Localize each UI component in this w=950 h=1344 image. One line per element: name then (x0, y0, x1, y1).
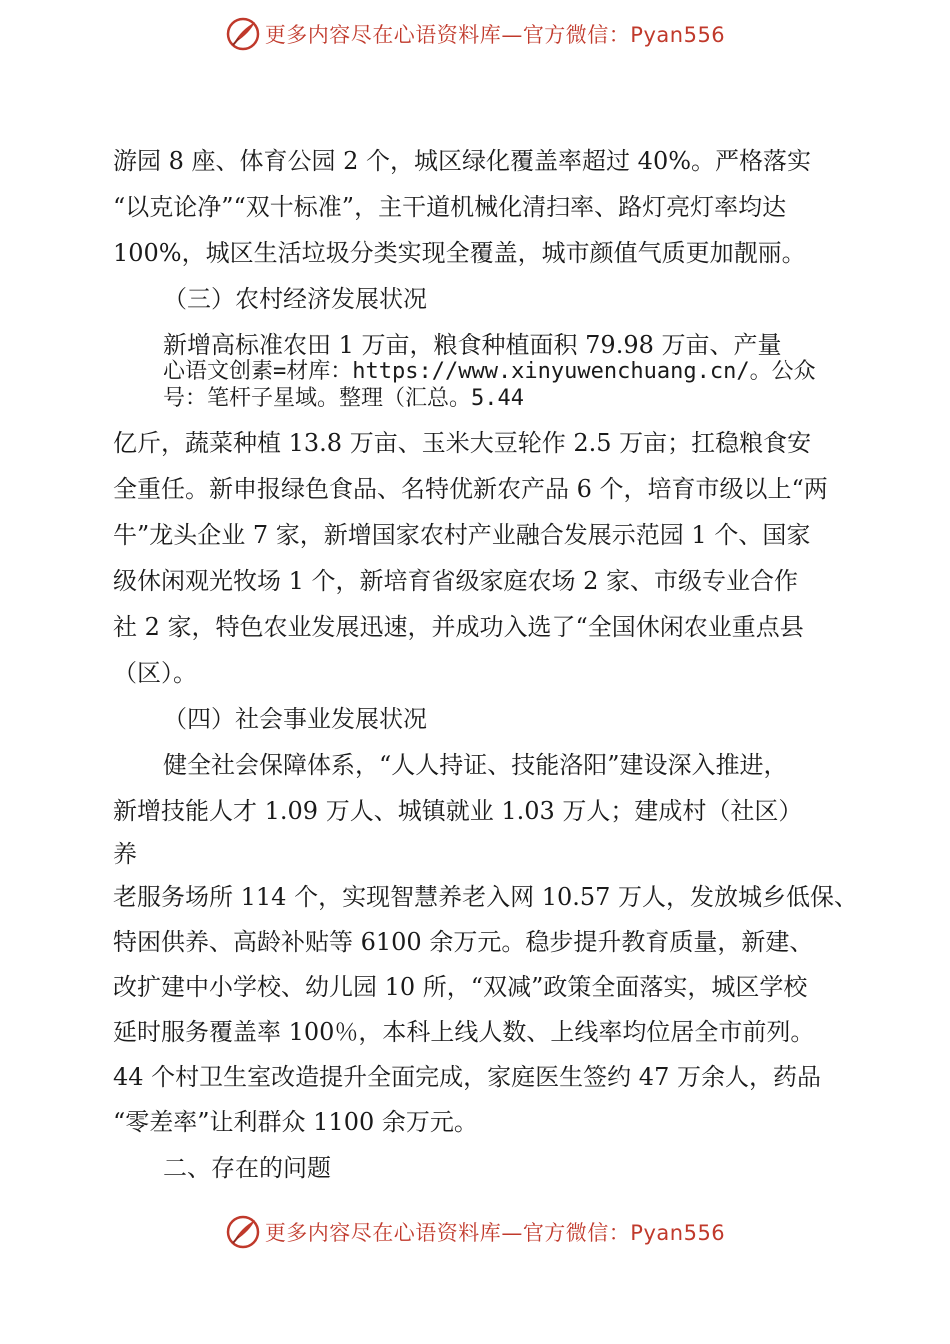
section-heading: 二、存在的问题 (163, 1154, 331, 1182)
footer-banner (0, 1212, 950, 1252)
footer-banner-dash: — (501, 1221, 523, 1245)
paragraph-line: “以克论净”“双十标准”，主干道机械化清扫率、路灯亮灯率均达 (113, 193, 787, 221)
section-heading: （四）社会事业发展状况 (163, 705, 427, 733)
header-banner-dash: — (501, 23, 523, 47)
paragraph-line: 社 2 家，特色农业发展迅速，并成功入选了“全国休闲农业重点县 (113, 613, 804, 641)
paragraph-line: 44 个村卫生室改造提升全面完成，家庭医生签约 47 万余人，药品 (113, 1063, 821, 1091)
paragraph-line: 养 (113, 840, 137, 868)
watermark-line: 心语文创素=材库：https://www.xinyuwenchuang.cn/。公众 (163, 359, 816, 384)
quill-logo-icon (225, 1214, 261, 1250)
paragraph-line: 亿斤，蔬菜种植 13.8 万亩、玉米大豆轮作 2.5 万亩；扛稳粮食安 (113, 429, 812, 457)
header-banner-text: 更多内容尽在心语资料库 (264, 23, 502, 47)
footer-banner-wechat: 官方微信：Pyan556 (522, 1221, 726, 1245)
paragraph-line: 延时服务覆盖率 100％，本科上线人数、上线率均位居全市前列。 (113, 1018, 815, 1046)
paragraph-line: 新增高标准农田 1 万亩，粮食种植面积 79.98 万亩、产量 (163, 331, 782, 359)
paragraph-line: 全重任。新申报绿色食品、名特优新农产品 6 个，培育市级以上“两 (113, 475, 828, 503)
header-banner-wechat: 官方微信：Pyan556 (522, 23, 726, 47)
paragraph-line: 健全社会保障体系，“人人持证、技能洛阳”建设深入推进， (163, 751, 788, 779)
paragraph-line: 特困供养、高龄补贴等 6100 余万元。稳步提升教育质量，新建、 (113, 928, 814, 956)
watermark-line: 号：笔杆子星域。整理（汇总。5.44 (163, 386, 524, 411)
paragraph-line: 游园 8 座、体育公园 2 个，城区绿化覆盖率超过 40%。严格落实 (113, 147, 812, 175)
paragraph-line: 牛”龙头企业 7 家，新增国家农村产业融合发展示范园 1 个、国家 (113, 521, 811, 549)
quill-logo-icon (225, 16, 261, 52)
paragraph-line: 级休闲观光牧场 1 个，新培育省级家庭农场 2 家、市级专业合作 (113, 567, 799, 595)
paragraph-line: 改扩建中小学校、幼儿园 10 所，“双减”政策全面落实，城区学校 (113, 973, 808, 1001)
section-heading: （三）农村经济发展状况 (163, 285, 427, 313)
footer-banner-text: 更多内容尽在心语资料库 (264, 1221, 502, 1245)
paragraph-line: （区）。 (113, 659, 197, 687)
paragraph-line: 新增技能人才 1.09 万人、城镇就业 1.03 万人；建成村（社区） (113, 797, 803, 825)
paragraph-line: 100%，城区生活垃圾分类实现全覆盖，城市颜值气质更加靓丽。 (113, 239, 806, 267)
header-banner (0, 14, 950, 54)
paragraph-line: “零差率”让利群众 1100 余万元。 (113, 1108, 478, 1136)
paragraph-line: 老服务场所 114 个，实现智慧养老入网 10.57 万人，发放城乡低保、 (113, 883, 859, 911)
